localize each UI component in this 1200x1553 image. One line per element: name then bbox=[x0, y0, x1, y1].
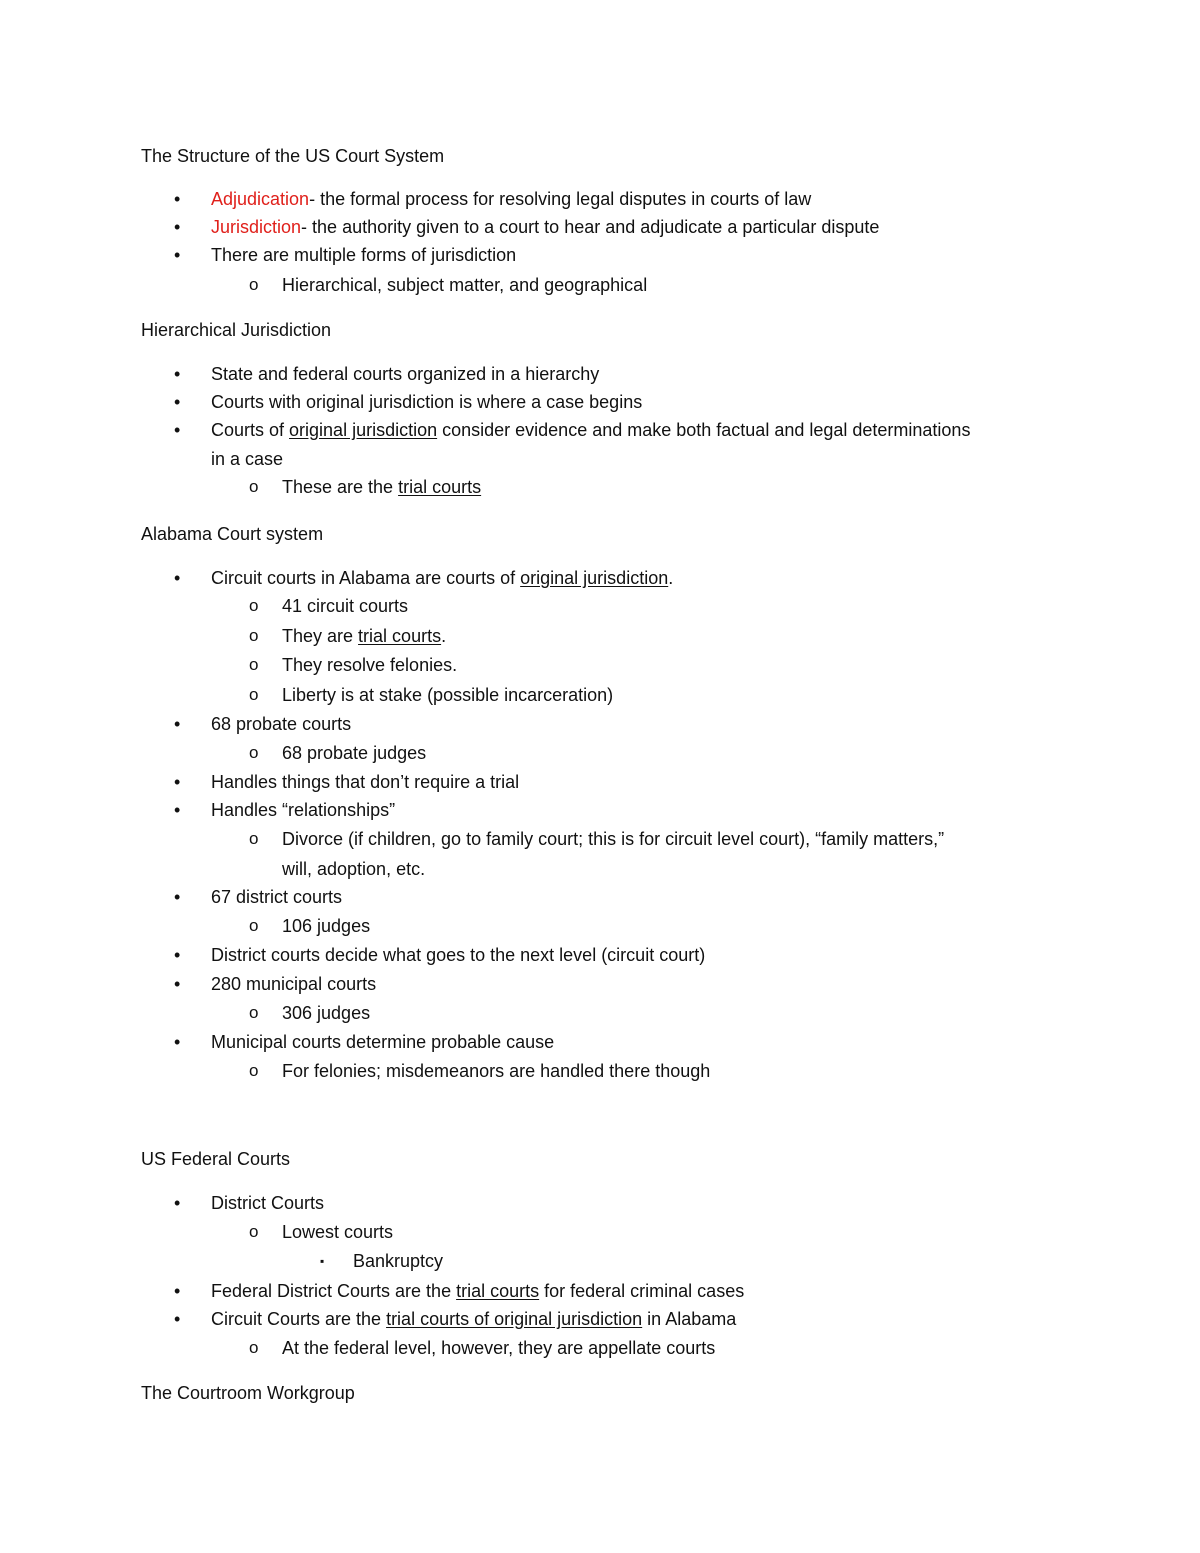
underlined-term: trial courts bbox=[358, 626, 442, 646]
list-item bbox=[211, 418, 970, 442]
list-item: Handles things that don’t require a trial bbox=[211, 772, 520, 792]
bullet-marker: • bbox=[174, 974, 181, 994]
underlined-term: trial courts bbox=[456, 1281, 540, 1301]
sub-list-item: Liberty is at stake (possible incarceration) bbox=[282, 685, 614, 705]
bullet-marker: • bbox=[174, 364, 181, 384]
bullet-marker: • bbox=[174, 568, 181, 588]
bullet-marker: • bbox=[174, 245, 181, 265]
sub-list-item: 68 probate judges bbox=[282, 743, 427, 763]
sub-list-item: For felonies; misdemeanors are handled there though bbox=[282, 1061, 711, 1081]
list-item bbox=[211, 215, 879, 239]
list-item bbox=[211, 1307, 736, 1331]
list-item: District courts decide what goes to the next level (circuit court) bbox=[211, 945, 706, 965]
sub-list-item: At the federal level, however, they are appellate courts bbox=[282, 1338, 716, 1358]
sub-bullet-marker: o bbox=[249, 655, 259, 674]
list-item bbox=[211, 1279, 744, 1303]
text-run: . bbox=[668, 568, 674, 588]
section-heading-federal: US Federal Courts bbox=[141, 1149, 291, 1169]
list-item: 280 municipal courts bbox=[211, 974, 377, 994]
underlined-term: original jurisdiction bbox=[520, 568, 669, 588]
sub-bullet-marker: o bbox=[249, 275, 259, 294]
sub-list-item: Hierarchical, subject matter, and geographical bbox=[282, 275, 648, 295]
sub-list-item-continuation: will, adoption, etc. bbox=[282, 859, 426, 879]
bullet-marker: • bbox=[174, 1032, 181, 1052]
text-run: . bbox=[441, 626, 447, 646]
sub-bullet-marker: o bbox=[249, 829, 259, 848]
list-item: Municipal courts determine probable cause bbox=[211, 1032, 555, 1052]
bullet-marker: • bbox=[174, 772, 181, 792]
text-run: Circuit Courts are the bbox=[211, 1309, 387, 1329]
bullet-marker: • bbox=[174, 1193, 181, 1213]
list-item bbox=[211, 566, 673, 590]
bullet-marker: • bbox=[174, 945, 181, 965]
sub-bullet-marker: o bbox=[249, 916, 259, 935]
sub-list-item: 41 circuit courts bbox=[282, 596, 409, 616]
sub-list-item: They resolve felonies. bbox=[282, 655, 458, 675]
underlined-term: trial courts of original jurisdiction bbox=[386, 1309, 643, 1329]
text-run: Circuit courts in Alabama are courts of bbox=[211, 568, 521, 588]
term-adjudication: Adjudication bbox=[211, 189, 310, 209]
sub-bullet-marker: o bbox=[249, 1222, 259, 1241]
bullet-marker: • bbox=[174, 392, 181, 412]
sub-bullet-marker: o bbox=[249, 1003, 259, 1022]
term-jurisdiction: Jurisdiction bbox=[211, 217, 302, 237]
section-heading-hierarchical: Hierarchical Jurisdiction bbox=[141, 320, 332, 340]
sub-sub-list-item: Bankruptcy bbox=[353, 1251, 444, 1271]
bullet-marker: • bbox=[174, 887, 181, 907]
text-run: for federal criminal cases bbox=[539, 1281, 745, 1301]
text-run: Courts of bbox=[211, 420, 290, 440]
sub-list-item: Divorce (if children, go to family court; this is for circuit level court), “family matters,” bbox=[282, 829, 945, 849]
sub-list-item: 106 judges bbox=[282, 916, 371, 936]
bullet-marker: • bbox=[174, 1281, 181, 1301]
sub-bullet-marker: o bbox=[249, 596, 259, 615]
sub-bullet-marker: o bbox=[249, 743, 259, 762]
bullet-marker: • bbox=[174, 1309, 181, 1329]
bullet-marker: • bbox=[174, 714, 181, 734]
sub-bullet-marker: o bbox=[249, 685, 259, 704]
definition-text: - the authority given to a court to hear and adjudicate a particular dispute bbox=[301, 217, 880, 237]
underlined-term: original jurisdiction bbox=[289, 420, 438, 440]
bullet-marker: • bbox=[174, 217, 181, 237]
definition-text: - the formal process for resolving legal disputes in courts of law bbox=[309, 189, 812, 209]
list-item: District Courts bbox=[211, 1193, 325, 1213]
sub-list-item bbox=[282, 475, 481, 499]
underlined-term: trial courts bbox=[398, 477, 482, 497]
list-item: Courts with original jurisdiction is where a case begins bbox=[211, 392, 643, 412]
text-run: consider evidence and make both factual and legal determinations bbox=[437, 420, 971, 440]
text-run: Federal District Courts are the bbox=[211, 1281, 457, 1301]
section-heading-structure: The Structure of the US Court System bbox=[141, 146, 445, 166]
text-run: They are bbox=[282, 626, 359, 646]
square-bullet-marker: ▪ bbox=[320, 1254, 325, 1268]
sub-bullet-marker: o bbox=[249, 626, 259, 645]
sub-list-item: Lowest courts bbox=[282, 1222, 394, 1242]
list-item: Handles “relationships” bbox=[211, 800, 396, 820]
bullet-marker: • bbox=[174, 189, 181, 209]
list-item: There are multiple forms of jurisdiction bbox=[211, 245, 517, 265]
text-run: in Alabama bbox=[642, 1309, 737, 1329]
bullet-marker: • bbox=[174, 800, 181, 820]
list-item bbox=[211, 187, 811, 211]
sub-bullet-marker: o bbox=[249, 477, 259, 496]
section-heading-workgroup: The Courtroom Workgroup bbox=[141, 1383, 355, 1403]
list-item-continuation: in a case bbox=[211, 449, 284, 469]
text-run: These are the bbox=[282, 477, 399, 497]
list-item: 67 district courts bbox=[211, 887, 343, 907]
sub-bullet-marker: o bbox=[249, 1338, 259, 1357]
bullet-marker: • bbox=[174, 420, 181, 440]
sub-list-item bbox=[282, 624, 446, 648]
list-item: 68 probate courts bbox=[211, 714, 352, 734]
section-heading-alabama: Alabama Court system bbox=[141, 524, 324, 544]
sub-list-item: 306 judges bbox=[282, 1003, 371, 1023]
sub-bullet-marker: o bbox=[249, 1061, 259, 1080]
list-item: State and federal courts organized in a hierarchy bbox=[211, 364, 600, 384]
